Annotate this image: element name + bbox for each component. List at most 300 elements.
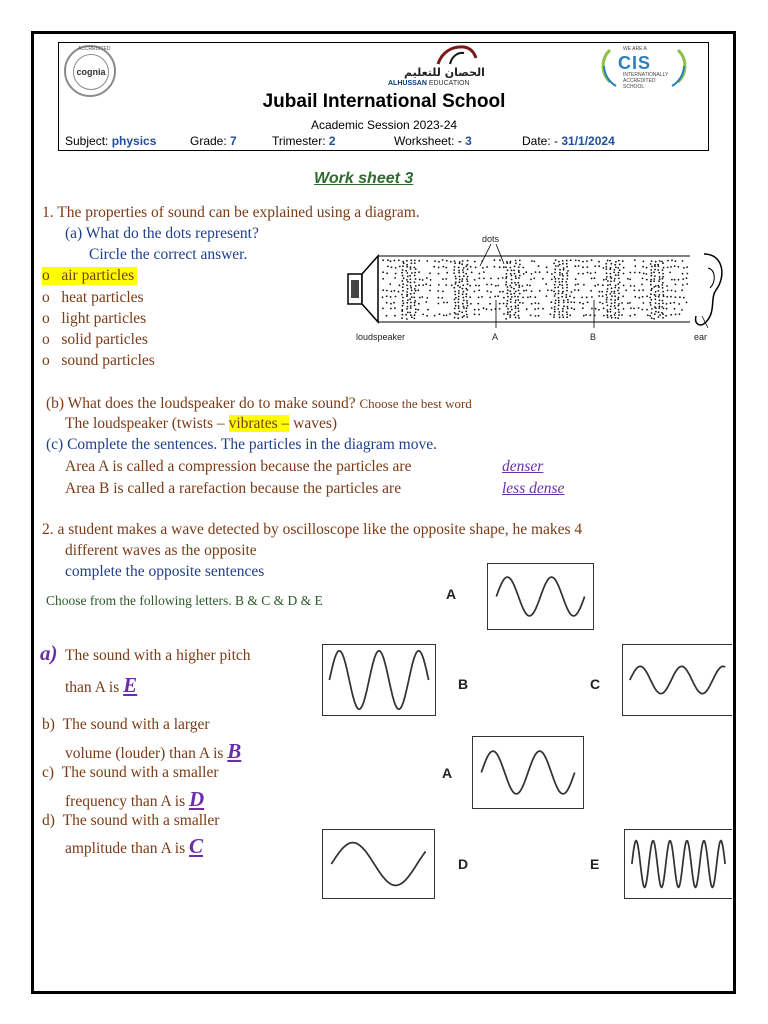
particle-dot bbox=[486, 284, 488, 286]
particle-dot bbox=[553, 290, 555, 292]
particle-dot bbox=[407, 288, 409, 290]
particle-dot bbox=[438, 267, 440, 269]
particle-dot bbox=[477, 303, 479, 305]
option-solid-particles[interactable]: o solid particles bbox=[42, 331, 148, 348]
particle-dot bbox=[617, 317, 619, 319]
particle-dot bbox=[491, 309, 493, 311]
particle-dot bbox=[562, 291, 564, 293]
particle-dot bbox=[507, 269, 509, 271]
particle-dot bbox=[561, 273, 563, 275]
particle-dot bbox=[454, 262, 456, 264]
particle-dot bbox=[546, 271, 548, 273]
particle-dot bbox=[409, 312, 411, 314]
particle-dot bbox=[511, 279, 513, 281]
particle-dot bbox=[603, 315, 605, 317]
particle-dot bbox=[567, 275, 569, 277]
q2a-marker: a) bbox=[40, 641, 58, 665]
particle-dot bbox=[505, 278, 507, 280]
particle-dot bbox=[454, 291, 456, 293]
particle-dot bbox=[505, 266, 507, 268]
particle-dot bbox=[670, 302, 672, 304]
particle-dot bbox=[418, 260, 420, 262]
particle-dot bbox=[414, 314, 416, 316]
particle-dot bbox=[605, 294, 607, 296]
particle-dot bbox=[515, 260, 517, 262]
particle-dot bbox=[618, 303, 620, 305]
particle-dot bbox=[401, 317, 403, 319]
particle-dot bbox=[410, 268, 412, 270]
particle-dot bbox=[426, 277, 428, 279]
particle-dot bbox=[499, 259, 501, 261]
particle-dot bbox=[405, 270, 407, 272]
particle-dot bbox=[618, 314, 620, 316]
particle-dot bbox=[391, 266, 393, 268]
particle-dot bbox=[655, 295, 657, 297]
particle-dot bbox=[586, 266, 588, 268]
particle-dot bbox=[415, 268, 417, 270]
date-field: Date: - 31/1/2024 bbox=[522, 134, 615, 148]
particle-dot bbox=[586, 260, 588, 262]
particle-dot bbox=[410, 278, 412, 280]
particle-dot bbox=[619, 269, 621, 271]
particle-dot bbox=[466, 302, 468, 304]
particle-dot bbox=[395, 267, 397, 269]
particle-dot bbox=[491, 284, 493, 286]
particle-dot bbox=[667, 260, 669, 262]
particle-dot bbox=[559, 269, 561, 271]
particle-dot bbox=[503, 303, 505, 305]
particle-dot bbox=[617, 283, 619, 285]
particle-dot bbox=[479, 273, 481, 275]
particle-dot bbox=[505, 318, 507, 320]
particle-dot bbox=[618, 272, 620, 274]
wave-b bbox=[322, 644, 436, 716]
particle-dot bbox=[426, 315, 428, 317]
particle-dots bbox=[382, 259, 689, 320]
particle-dot bbox=[627, 302, 629, 304]
particle-dot bbox=[463, 275, 465, 277]
particle-dot bbox=[618, 260, 620, 262]
particle-dot bbox=[523, 290, 525, 292]
particle-dot bbox=[438, 297, 440, 299]
particle-dot bbox=[554, 311, 556, 313]
particle-dot bbox=[582, 273, 584, 275]
particle-dot bbox=[650, 281, 652, 283]
particle-dot bbox=[449, 313, 451, 315]
particle-dot bbox=[467, 268, 469, 270]
particle-dot bbox=[591, 296, 593, 298]
particle-dot bbox=[658, 307, 660, 309]
particle-dot bbox=[438, 303, 440, 305]
particle-dot bbox=[438, 273, 440, 275]
particle-dot bbox=[503, 313, 505, 315]
particle-dot bbox=[598, 309, 600, 311]
particles-diagram bbox=[344, 232, 724, 347]
q1c-line1: Area A is called a compression because the particles are bbox=[65, 458, 412, 475]
particle-dot bbox=[406, 264, 408, 266]
particle-dot bbox=[567, 299, 569, 301]
particle-dot bbox=[675, 260, 677, 262]
particle-dot bbox=[615, 274, 617, 276]
particle-dot bbox=[514, 273, 516, 275]
particle-dot bbox=[410, 293, 412, 295]
particle-dot bbox=[566, 287, 568, 289]
particle-dot bbox=[643, 261, 645, 263]
particle-dot bbox=[425, 301, 427, 303]
particle-dot bbox=[414, 300, 416, 302]
particle-dot bbox=[561, 284, 563, 286]
particle-dot bbox=[674, 279, 676, 281]
particle-dot bbox=[390, 303, 392, 305]
particle-dot bbox=[403, 262, 405, 264]
particle-dot bbox=[661, 284, 663, 286]
particle-dot bbox=[513, 293, 515, 295]
particle-dot bbox=[678, 303, 680, 305]
particle-dot bbox=[607, 288, 609, 290]
particle-dot bbox=[462, 260, 464, 262]
particle-dot bbox=[455, 305, 457, 307]
particle-dot bbox=[514, 296, 516, 298]
particle-dot bbox=[410, 302, 412, 304]
particle-dot bbox=[455, 313, 457, 315]
particle-dot bbox=[459, 263, 461, 265]
particle-dot bbox=[474, 279, 476, 281]
q2a-line2: than A is E bbox=[65, 673, 138, 697]
particle-dot bbox=[514, 302, 516, 304]
particle-dot bbox=[414, 302, 416, 304]
particle-dot bbox=[578, 265, 580, 267]
particle-dot bbox=[594, 265, 596, 267]
particle-dot bbox=[614, 302, 616, 304]
particle-dot bbox=[590, 290, 592, 292]
particle-dot bbox=[517, 299, 519, 301]
particle-dot bbox=[679, 313, 681, 315]
particle-dot bbox=[578, 260, 580, 262]
particle-dot bbox=[409, 298, 411, 300]
particle-dot bbox=[566, 311, 568, 313]
particle-dot bbox=[414, 272, 416, 274]
particle-dot bbox=[526, 308, 528, 310]
particle-dot bbox=[578, 289, 580, 291]
particle-dot bbox=[530, 279, 532, 281]
particle-dot bbox=[510, 306, 512, 308]
particle-dot bbox=[559, 274, 561, 276]
wave-a-copy bbox=[472, 736, 584, 809]
particle-dot bbox=[597, 284, 599, 286]
particle-dot bbox=[478, 309, 480, 311]
particle-dot bbox=[565, 294, 567, 296]
particle-dot bbox=[470, 303, 472, 305]
particle-dot bbox=[402, 265, 404, 267]
particle-dot bbox=[411, 272, 413, 274]
particle-dot bbox=[575, 260, 577, 262]
particle-dot bbox=[614, 264, 616, 266]
particle-dot bbox=[567, 308, 569, 310]
particle-dot bbox=[386, 315, 388, 317]
particle-dot bbox=[614, 278, 616, 280]
particle-dot bbox=[395, 296, 397, 298]
particle-dot bbox=[445, 267, 447, 269]
particle-dot bbox=[641, 284, 643, 286]
particle-dot bbox=[610, 277, 612, 279]
particle-dot bbox=[386, 272, 388, 274]
particle-dot bbox=[466, 316, 468, 318]
worksheet-field: Worksheet: - 3 bbox=[394, 134, 472, 148]
particle-dot bbox=[609, 293, 611, 295]
particle-dot bbox=[414, 262, 416, 264]
particle-dot bbox=[669, 272, 671, 274]
particle-dot bbox=[646, 309, 648, 311]
option-heat-particles[interactable]: o heat particles bbox=[42, 289, 144, 306]
ear-label: ear bbox=[694, 332, 708, 342]
particle-dot bbox=[539, 271, 541, 273]
particle-dot bbox=[462, 303, 464, 305]
particle-dot bbox=[649, 315, 651, 317]
particle-dot bbox=[609, 260, 611, 262]
particle-dot bbox=[507, 300, 509, 302]
particle-dot bbox=[406, 285, 408, 287]
particle-dot bbox=[386, 295, 388, 297]
particle-dot bbox=[562, 308, 564, 310]
particle-dot bbox=[478, 290, 480, 292]
particle-dot bbox=[659, 260, 661, 262]
particle-dot bbox=[461, 280, 463, 282]
particle-dot bbox=[582, 307, 584, 309]
particle-dot bbox=[453, 269, 455, 271]
particle-dot bbox=[614, 287, 616, 289]
particle-dot bbox=[642, 266, 644, 268]
option-light-particles[interactable]: o light particles bbox=[42, 310, 147, 327]
particle-dot bbox=[606, 299, 608, 301]
particle-dot bbox=[607, 284, 609, 286]
particle-dot bbox=[566, 290, 568, 292]
particle-dot bbox=[605, 263, 607, 265]
particle-dot bbox=[629, 279, 631, 281]
q2c-answer: D bbox=[188, 787, 205, 811]
particle-dot bbox=[585, 314, 587, 316]
particle-dot bbox=[629, 302, 631, 304]
grade-field: Grade: 7 bbox=[190, 134, 237, 148]
trimester-field: Trimester: 2 bbox=[272, 134, 336, 148]
particle-dot bbox=[566, 260, 568, 262]
particle-dot bbox=[525, 290, 527, 292]
particle-dot bbox=[533, 261, 535, 263]
particle-dot bbox=[558, 293, 560, 295]
particle-dot bbox=[442, 278, 444, 280]
particle-dot bbox=[534, 302, 536, 304]
particle-dot bbox=[557, 286, 559, 288]
particle-dot bbox=[666, 303, 668, 305]
particle-dot bbox=[486, 308, 488, 310]
particle-dot bbox=[651, 312, 653, 314]
particle-dot bbox=[627, 278, 629, 280]
particle-dot bbox=[554, 309, 556, 311]
particle-dot bbox=[466, 300, 468, 302]
particle-dot bbox=[523, 273, 525, 275]
loudspeaker-cone bbox=[362, 256, 378, 322]
particle-dot bbox=[619, 282, 621, 284]
particle-dot bbox=[607, 316, 609, 318]
particle-dot bbox=[598, 265, 600, 267]
particle-dot bbox=[518, 310, 520, 312]
particle-dot bbox=[658, 311, 660, 313]
worksheet-title: Work sheet 3 bbox=[314, 170, 414, 187]
particle-dot bbox=[590, 272, 592, 274]
particle-dot bbox=[382, 271, 384, 273]
particle-dot bbox=[562, 316, 564, 318]
particle-dot bbox=[479, 277, 481, 279]
particle-dot bbox=[575, 278, 577, 280]
ear-inner bbox=[708, 268, 714, 288]
option-sound-particles[interactable]: o sound particles bbox=[42, 352, 155, 369]
particle-dot bbox=[633, 285, 635, 287]
wave-label-d: D bbox=[458, 856, 469, 872]
q2-stem-line3: complete the opposite sentences bbox=[65, 563, 265, 580]
particle-dot bbox=[410, 307, 412, 309]
particle-dot bbox=[657, 269, 659, 271]
particle-dot bbox=[677, 266, 679, 268]
particle-dot bbox=[410, 266, 412, 268]
particle-dot bbox=[554, 302, 556, 304]
particle-dot bbox=[407, 281, 409, 283]
particle-dot bbox=[638, 297, 640, 299]
particle-dot bbox=[475, 285, 477, 287]
particle-dot bbox=[461, 311, 463, 313]
particle-dot bbox=[458, 307, 460, 309]
particle-dot bbox=[610, 273, 612, 275]
particle-dot bbox=[558, 314, 560, 316]
particle-dot bbox=[682, 273, 684, 275]
particle-dot bbox=[433, 266, 435, 268]
particle-dot bbox=[463, 300, 465, 302]
cognia-name: cognia bbox=[73, 54, 109, 90]
particle-dot bbox=[574, 265, 576, 267]
cis-we-are: WE ARE A bbox=[623, 46, 647, 52]
particle-dot bbox=[518, 315, 520, 317]
particle-dot bbox=[459, 279, 461, 281]
particle-dot bbox=[607, 311, 609, 313]
particle-dot bbox=[465, 266, 467, 268]
particle-dot bbox=[469, 285, 471, 287]
particle-dot bbox=[510, 298, 512, 300]
particle-dot bbox=[675, 284, 677, 286]
particle-dot bbox=[658, 272, 660, 274]
particle-dot bbox=[582, 303, 584, 305]
particle-dot bbox=[554, 287, 556, 289]
particle-dot bbox=[633, 290, 635, 292]
particle-dot bbox=[611, 317, 613, 319]
particle-dot bbox=[651, 317, 653, 319]
particle-dot bbox=[429, 285, 431, 287]
particle-dot bbox=[451, 284, 453, 286]
particle-dot bbox=[457, 317, 459, 319]
q1-stem: 1. The properties of sound can be explained using a diagram. bbox=[42, 204, 420, 221]
particle-dot bbox=[553, 263, 555, 265]
particle-dot bbox=[611, 263, 613, 265]
particle-dot bbox=[559, 316, 561, 318]
particle-dot bbox=[515, 275, 517, 277]
particle-dot bbox=[551, 273, 553, 275]
particle-dot bbox=[665, 315, 667, 317]
particle-dot bbox=[474, 261, 476, 263]
particle-dot bbox=[562, 278, 564, 280]
particle-dot bbox=[599, 291, 601, 293]
particle-dot bbox=[550, 313, 552, 315]
particle-dot bbox=[465, 296, 467, 298]
particle-dot bbox=[538, 303, 540, 305]
particle-dot bbox=[462, 269, 464, 271]
particle-dot bbox=[655, 261, 657, 263]
particle-dot bbox=[393, 302, 395, 304]
wave-a-reference bbox=[487, 563, 594, 630]
particle-dot bbox=[682, 278, 684, 280]
particle-dot bbox=[467, 305, 469, 307]
particle-dot bbox=[563, 267, 565, 269]
particle-dot bbox=[606, 268, 608, 270]
particle-dot bbox=[581, 297, 583, 299]
particle-dot bbox=[555, 300, 557, 302]
particle-dot bbox=[671, 279, 673, 281]
particle-dot bbox=[658, 280, 660, 282]
particle-dot bbox=[643, 273, 645, 275]
particle-dot bbox=[643, 302, 645, 304]
particle-dot bbox=[407, 299, 409, 301]
particle-dot bbox=[463, 306, 465, 308]
particle-dot bbox=[395, 273, 397, 275]
particle-dot bbox=[469, 296, 471, 298]
wave-d bbox=[322, 829, 435, 899]
particle-dot bbox=[555, 278, 557, 280]
particle-dot bbox=[454, 302, 456, 304]
particle-dot bbox=[619, 264, 621, 266]
particle-dot bbox=[670, 266, 672, 268]
particle-dot bbox=[659, 276, 661, 278]
particle-dot bbox=[389, 283, 391, 285]
option-air-particles[interactable]: o air particles bbox=[42, 267, 137, 285]
particle-dot bbox=[583, 315, 585, 317]
particle-dot bbox=[566, 272, 568, 274]
particle-dot bbox=[454, 299, 456, 301]
particle-dot bbox=[497, 295, 499, 297]
particle-dot bbox=[647, 314, 649, 316]
cognia-top-text: ACCREDITED bbox=[78, 46, 111, 52]
particle-dot bbox=[662, 317, 664, 319]
particle-dot bbox=[534, 296, 536, 298]
particle-dot bbox=[515, 291, 517, 293]
particle-dot bbox=[506, 303, 508, 305]
particle-dot bbox=[454, 260, 456, 262]
loudspeaker-magnet bbox=[351, 280, 359, 298]
particle-dot bbox=[441, 297, 443, 299]
particle-dot bbox=[666, 308, 668, 310]
wave-label-a-mid: A bbox=[442, 765, 453, 781]
particle-dot bbox=[586, 296, 588, 298]
particle-dot bbox=[638, 307, 640, 309]
wave-label-e: E bbox=[590, 856, 600, 872]
particle-dot bbox=[510, 301, 512, 303]
particle-dot bbox=[561, 281, 563, 283]
particle-dot bbox=[418, 271, 420, 273]
particle-dot bbox=[517, 282, 519, 284]
particle-dot bbox=[487, 290, 489, 292]
particle-dot bbox=[515, 305, 517, 307]
particle-dot bbox=[530, 314, 532, 316]
particle-dot bbox=[562, 260, 564, 262]
particle-dot bbox=[414, 260, 416, 262]
particle-dot bbox=[553, 316, 555, 318]
particle-dot bbox=[406, 272, 408, 274]
particle-dot bbox=[446, 260, 448, 262]
